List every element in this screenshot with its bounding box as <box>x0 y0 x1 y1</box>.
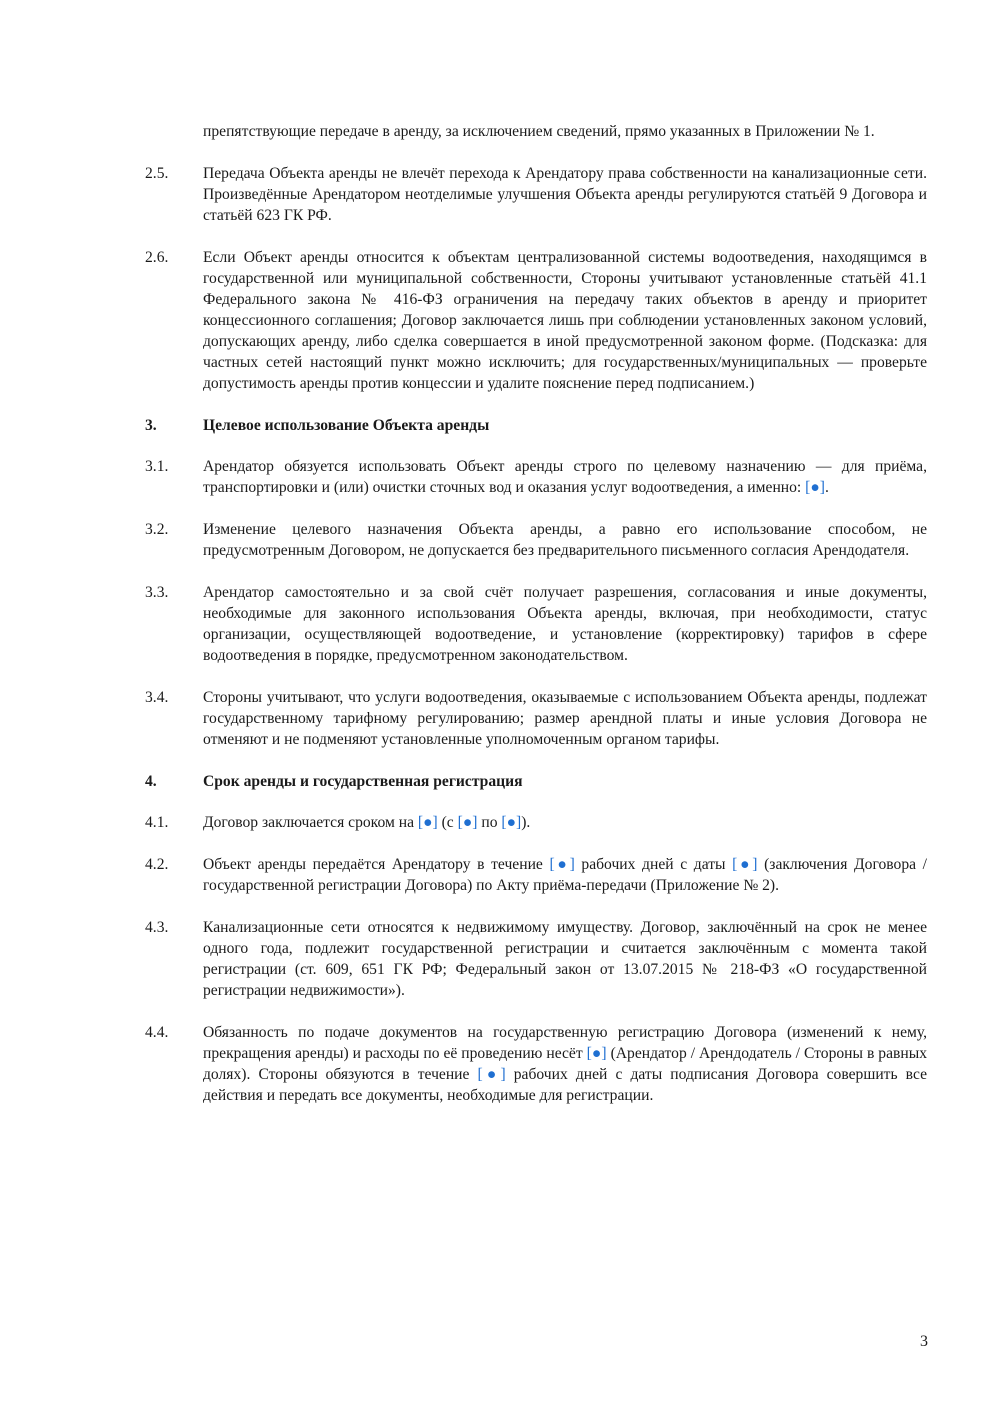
clause-4-1 <box>145 812 927 833</box>
clause-number: 3.1. <box>145 458 169 475</box>
clause-text: Изменение целевого назначения Объекта аренды, а равно его использование способом, не предусмотренным Договором, не допускается без предварительного письменного согласия Арендодателя. <box>203 521 927 559</box>
placeholder-field[interactable]: [●] <box>477 1066 506 1083</box>
clause-3-4 <box>145 687 927 750</box>
clause-number: 3.2. <box>145 521 169 538</box>
clause-number: 4.1. <box>145 814 169 831</box>
clause-number: 4.4. <box>145 1024 169 1041</box>
placeholder-field[interactable]: [●] <box>586 1045 607 1062</box>
placeholder-field[interactable]: [●] <box>805 479 825 496</box>
clause-4-3 <box>145 917 927 1001</box>
clause-number: 2.5. <box>145 165 169 182</box>
clause-3-3 <box>145 582 927 666</box>
clause-4-4 <box>145 1022 927 1106</box>
placeholder-field[interactable]: [●] <box>549 856 575 873</box>
clause-text: Арендатор обязуется использовать Объект аренды строго по целевому назначению — для приёма, транспортировки и (или) очистки сточных вод и оказания услуг водоотведения, а именно: [●]. <box>203 458 927 496</box>
placeholder-field[interactable]: [●] <box>732 856 758 873</box>
section-title: Целевое использование Объекта аренды <box>203 417 490 434</box>
clause-number: 4.2. <box>145 856 169 873</box>
clause-number: 4.3. <box>145 919 169 936</box>
clause-text: Стороны учитывают, что услуги водоотведения, оказываемые с использованием Объекта аренды, подлежат государственному тарифному регулированию; размер арендной платы и иные условия Договора не отменяют и не подменяют установленные уполномоченным органом тарифы. <box>203 689 927 748</box>
clause-4-2 <box>145 854 927 896</box>
section-heading-4 <box>145 771 927 792</box>
clause-text: Договор заключается сроком на [●] (с [●] по [●]). <box>203 814 531 831</box>
clause-number: 3.3. <box>145 584 169 601</box>
clause-3-2 <box>145 519 927 561</box>
clause-text: Если Объект аренды относится к объектам централизованной системы водоотведения, находящимся в государственной или муниципальной собственности, Стороны учитывают установленные статьёй 41.1 Федерального закона № 416-ФЗ ограничения на передачу таких объектов в аренду и приоритет концессионного соглашения; Договор заключается лишь при соблюдении установленных законом условий, допускающих аренду, либо сделка совершается в иной предусмотренной законом форме. (Подсказка: для частных сетей настоящий пункт можно исключить; для государственных/муниципальных — проверьте допустимость аренды против концессии и удалите пояснение перед подписанием.) <box>203 249 927 392</box>
placeholder-field[interactable]: [●] <box>417 814 438 831</box>
continuation-paragraph: препятствующие передаче в аренду, за исключением сведений, прямо указанных в Приложении № 1. <box>203 123 875 140</box>
clause-2-6 <box>145 247 927 394</box>
clause-number: 2.6. <box>145 249 169 266</box>
placeholder-field[interactable]: [●] <box>457 814 478 831</box>
section-title: Срок аренды и государственная регистрация <box>203 773 523 790</box>
clause-3-1 <box>145 456 927 498</box>
section-number: 4. <box>145 773 157 790</box>
clause-text: Обязанность по подаче документов на государственную регистрацию Договора (изменений к нему, прекращения аренды) и расходы по её проведению несёт [●] (Арендатор / Арендодатель / Стороны в равных долях). Стороны обязуются в течение [●] рабочих дней с даты подписания Договора совершить все действия и передать все документы, необходимые для регистрации. <box>203 1024 927 1104</box>
clause-text: Передача Объекта аренды не влечёт перехода к Арендатору права собственности на канализационные сети. Произведённые Арендатором неотделимые улучшения Объекта аренды регулируются статьёй 9 Договора и статьёй 623 ГК РФ. <box>203 165 927 224</box>
clause-text: Канализационные сети относятся к недвижимому имуществу. Договор, заключённый на срок не менее одного года, подлежит государственной регистрации и считается заключённым с момента такой регистрации (ст. 609, 651 ГК РФ; Федеральный закон от 13.07.2015 № 218-ФЗ «О государственной регистрации недвижимости»). <box>203 919 927 999</box>
section-heading-3 <box>145 415 927 436</box>
clause-text: Арендатор самостоятельно и за свой счёт получает разрешения, согласования и иные документы, необходимые для законного использования Объекта аренды, включая, при необходимости, статус организации, осуществляющей водоотведение, и установление (корректировку) тарифов в сфере водоотведения в порядке, предусмотренном законодательством. <box>203 584 927 664</box>
clause-text: Объект аренды передаётся Арендатору в течение [●] рабочих дней с даты [●] (заключения Договора / государственной регистрации Договора) по Акту приёма-передачи (Приложение № 2). <box>203 856 928 894</box>
clause-number: 3.4. <box>145 689 169 706</box>
section-number: 3. <box>145 417 157 434</box>
clause-2-5 <box>145 163 927 226</box>
document-body <box>145 121 927 1127</box>
page-number: 3 <box>920 1333 928 1350</box>
placeholder-field[interactable]: [●] <box>501 814 522 831</box>
